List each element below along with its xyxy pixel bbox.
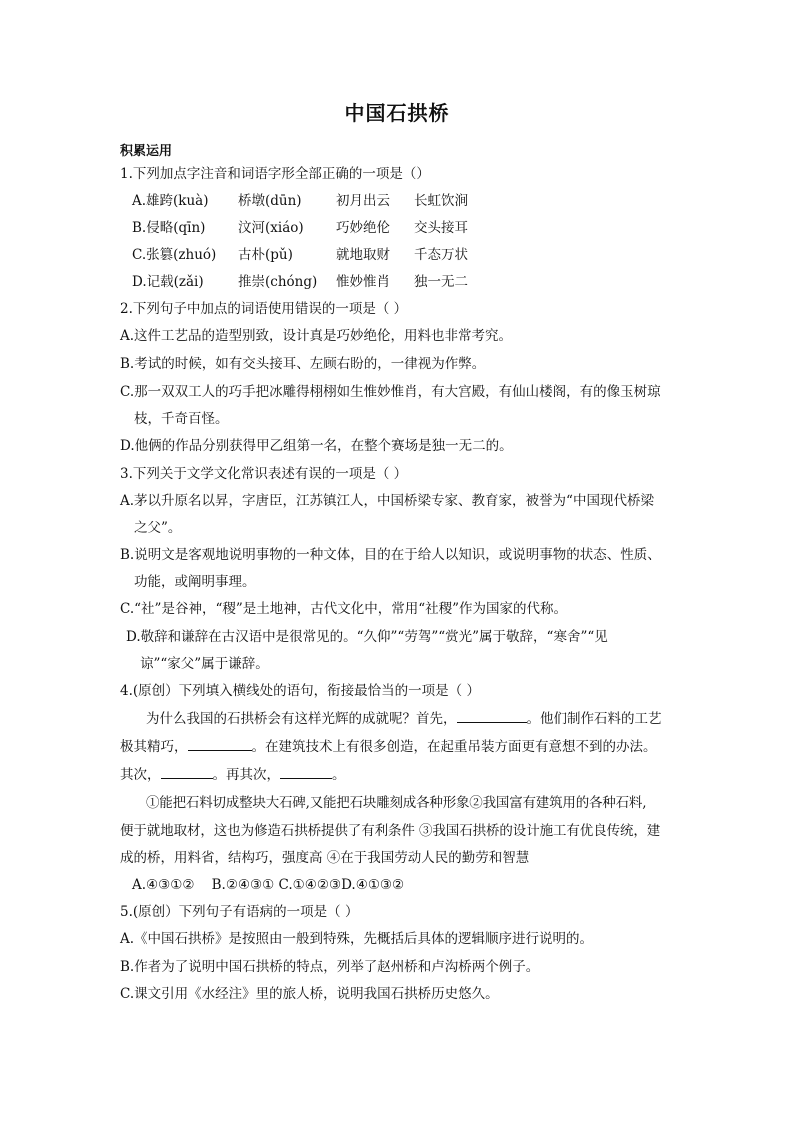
q1-b-word1: B.侵略(qīn) [132,220,206,236]
q1-a-word3: 初月出云 [336,193,390,209]
q3-option-d-line2: 谅”“家父”属于谦辞。 [140,656,269,672]
q1-d-word1: D.记载(zǎi) [132,274,204,290]
q4-passage-text-3b: 。再其次， [212,767,280,783]
q3-option-d-line1: D.敬辞和谦辞在古汉语中是很常见的。“久仰”“劳驾”“赏光”属于敬辞，“寒舍”“见 [126,629,608,645]
q4-blank-1 [457,710,527,723]
q4-passage-text-1a: 为什么我国的石拱桥会有这样光辉的成就呢？首先， [146,711,457,727]
q4-sentences-line2: 便于就地取材，这也为修造石拱桥提供了有利条件 ③我国石拱桥的设计施工有优良传统，建 [120,823,661,839]
q4-sentences-line3: 成的桥，用料省，结构巧，强度高 ④在于我国劳动人民的勤劳和智慧 [120,850,530,866]
q4-blank-4 [280,766,332,779]
q4-passage-text-2a: 极其精巧， [120,739,188,755]
q3-option-b-line1: B.说明文是客观地说明事物的一种文体，目的在于给人以知识，或说明事物的状态、性质、 [120,547,661,563]
q3-option-a-line1: A.茅以升原名以昇，字唐臣，江苏镇江人，中国桥梁专家、教育家，被誉为“中国现代桥梁 [120,493,654,509]
q4-blank-3 [161,766,213,779]
q2-option-c-line1: C.那一双双工人的巧手把冰雕得栩栩如生惟妙惟肖，有大宫殿，有仙山楼阁，有的像玉树琼 [120,384,661,400]
q5-stem: 5.(原创）下列句子有语病的一项是（ ） [120,904,359,920]
q2-stem: 2.下列句子中加点的词语使用错误的一项是（ ） [120,301,408,317]
q1-c-word4: 千态万状 [414,247,468,263]
q2-option-c-line2: 枝，千奇百怪。 [134,411,229,427]
q1-option-b [132,219,468,237]
q2-option-b: B.考试的时候，如有交头接耳、左顾右盼的，一律视为作弊。 [120,356,486,372]
section-heading: 积累运用 [120,144,173,159]
q1-c-word3: 就地取财 [336,247,390,263]
q1-d-word4: 独一无二 [414,274,468,290]
q5-option-c: C.课文引用《水经注》里的旅人桥，说明我国石拱桥历史悠久。 [120,986,499,1002]
q4-passage-line1 [146,710,662,728]
q4-sentences-line1: ①能把石料切成整块大石碑,又能把石块雕刻成各种形象②我国富有建筑用的各种石料, [146,795,647,811]
q1-a-word1: A.雄跨(kuà) [132,193,209,209]
q1-option-d [132,273,468,291]
q4-passage-text-2b: 。在建筑技术上有很多创造，在起重吊装方面更有意想不到的办法。 [251,739,657,755]
q4-passage-text-3c: 。 [332,767,346,783]
q1-d-word3: 惟妙惟肖 [336,274,390,290]
q3-option-a-line2: 之父”。 [134,520,182,536]
q1-c-word1: C.张篡(zhuó) [132,247,217,263]
q1-b-word3: 巧妙绝伦 [336,220,390,236]
q4-stem: 4.(原创）下列填入横线处的语句，衔接最恰当的一项是（ ） [120,683,480,699]
q4-passage-text-1b: 。他们制作石料的工艺 [526,711,662,727]
q1-d-word2: 推崇(chóng) [238,274,318,290]
q4-passage-line3 [120,766,346,784]
q1-c-word2: 古朴(pǔ) [238,247,293,263]
q5-option-b: B.作者为了说明中国石拱桥的特点，列举了赵州桥和卢沟桥两个例子。 [120,959,540,975]
page-title: 中国石拱桥 [344,101,450,125]
q3-option-c: C.“社”是谷神，“稷”是土地神，古代文化中，常用“社稷”作为国家的代称。 [120,601,568,617]
q3-option-b-line2: 功能，或阐明事理。 [134,574,256,590]
q1-option-c [132,246,468,264]
q1-b-word4: 交头接耳 [414,220,468,236]
q4-passage-text-3a: 其次， [120,767,161,783]
q1-option-a [132,192,468,210]
q4-blank-2 [188,738,252,751]
q1-a-word2: 桥墩(dūn) [238,193,302,209]
q4-options: A.④③①② B.②④③① C.①④②③D.④①③② [132,877,405,893]
q5-option-a: A.《中国石拱桥》是按照由一般到特殊，先概括后具体的逻辑顺序进行说明的。 [120,931,594,947]
q2-option-a: A.这件工艺品的造型别致，设计真是巧妙绝伦，用料也非常考究。 [120,328,513,344]
q1-a-word4: 长虹饮涧 [414,193,468,209]
q1-b-word2: 汶河(xiáo) [238,220,304,236]
q4-passage-line2 [120,738,657,756]
q2-option-d: D.他俩的作品分别获得甲乙组第一名，在整个赛场是独一无二的。 [120,438,513,454]
q1-stem: 1.下列加点字注音和词语字形全部正确的一项是（） [120,166,430,182]
q3-stem: 3.下列关于文学文化常识表述有误的一项是（ ） [120,466,408,482]
